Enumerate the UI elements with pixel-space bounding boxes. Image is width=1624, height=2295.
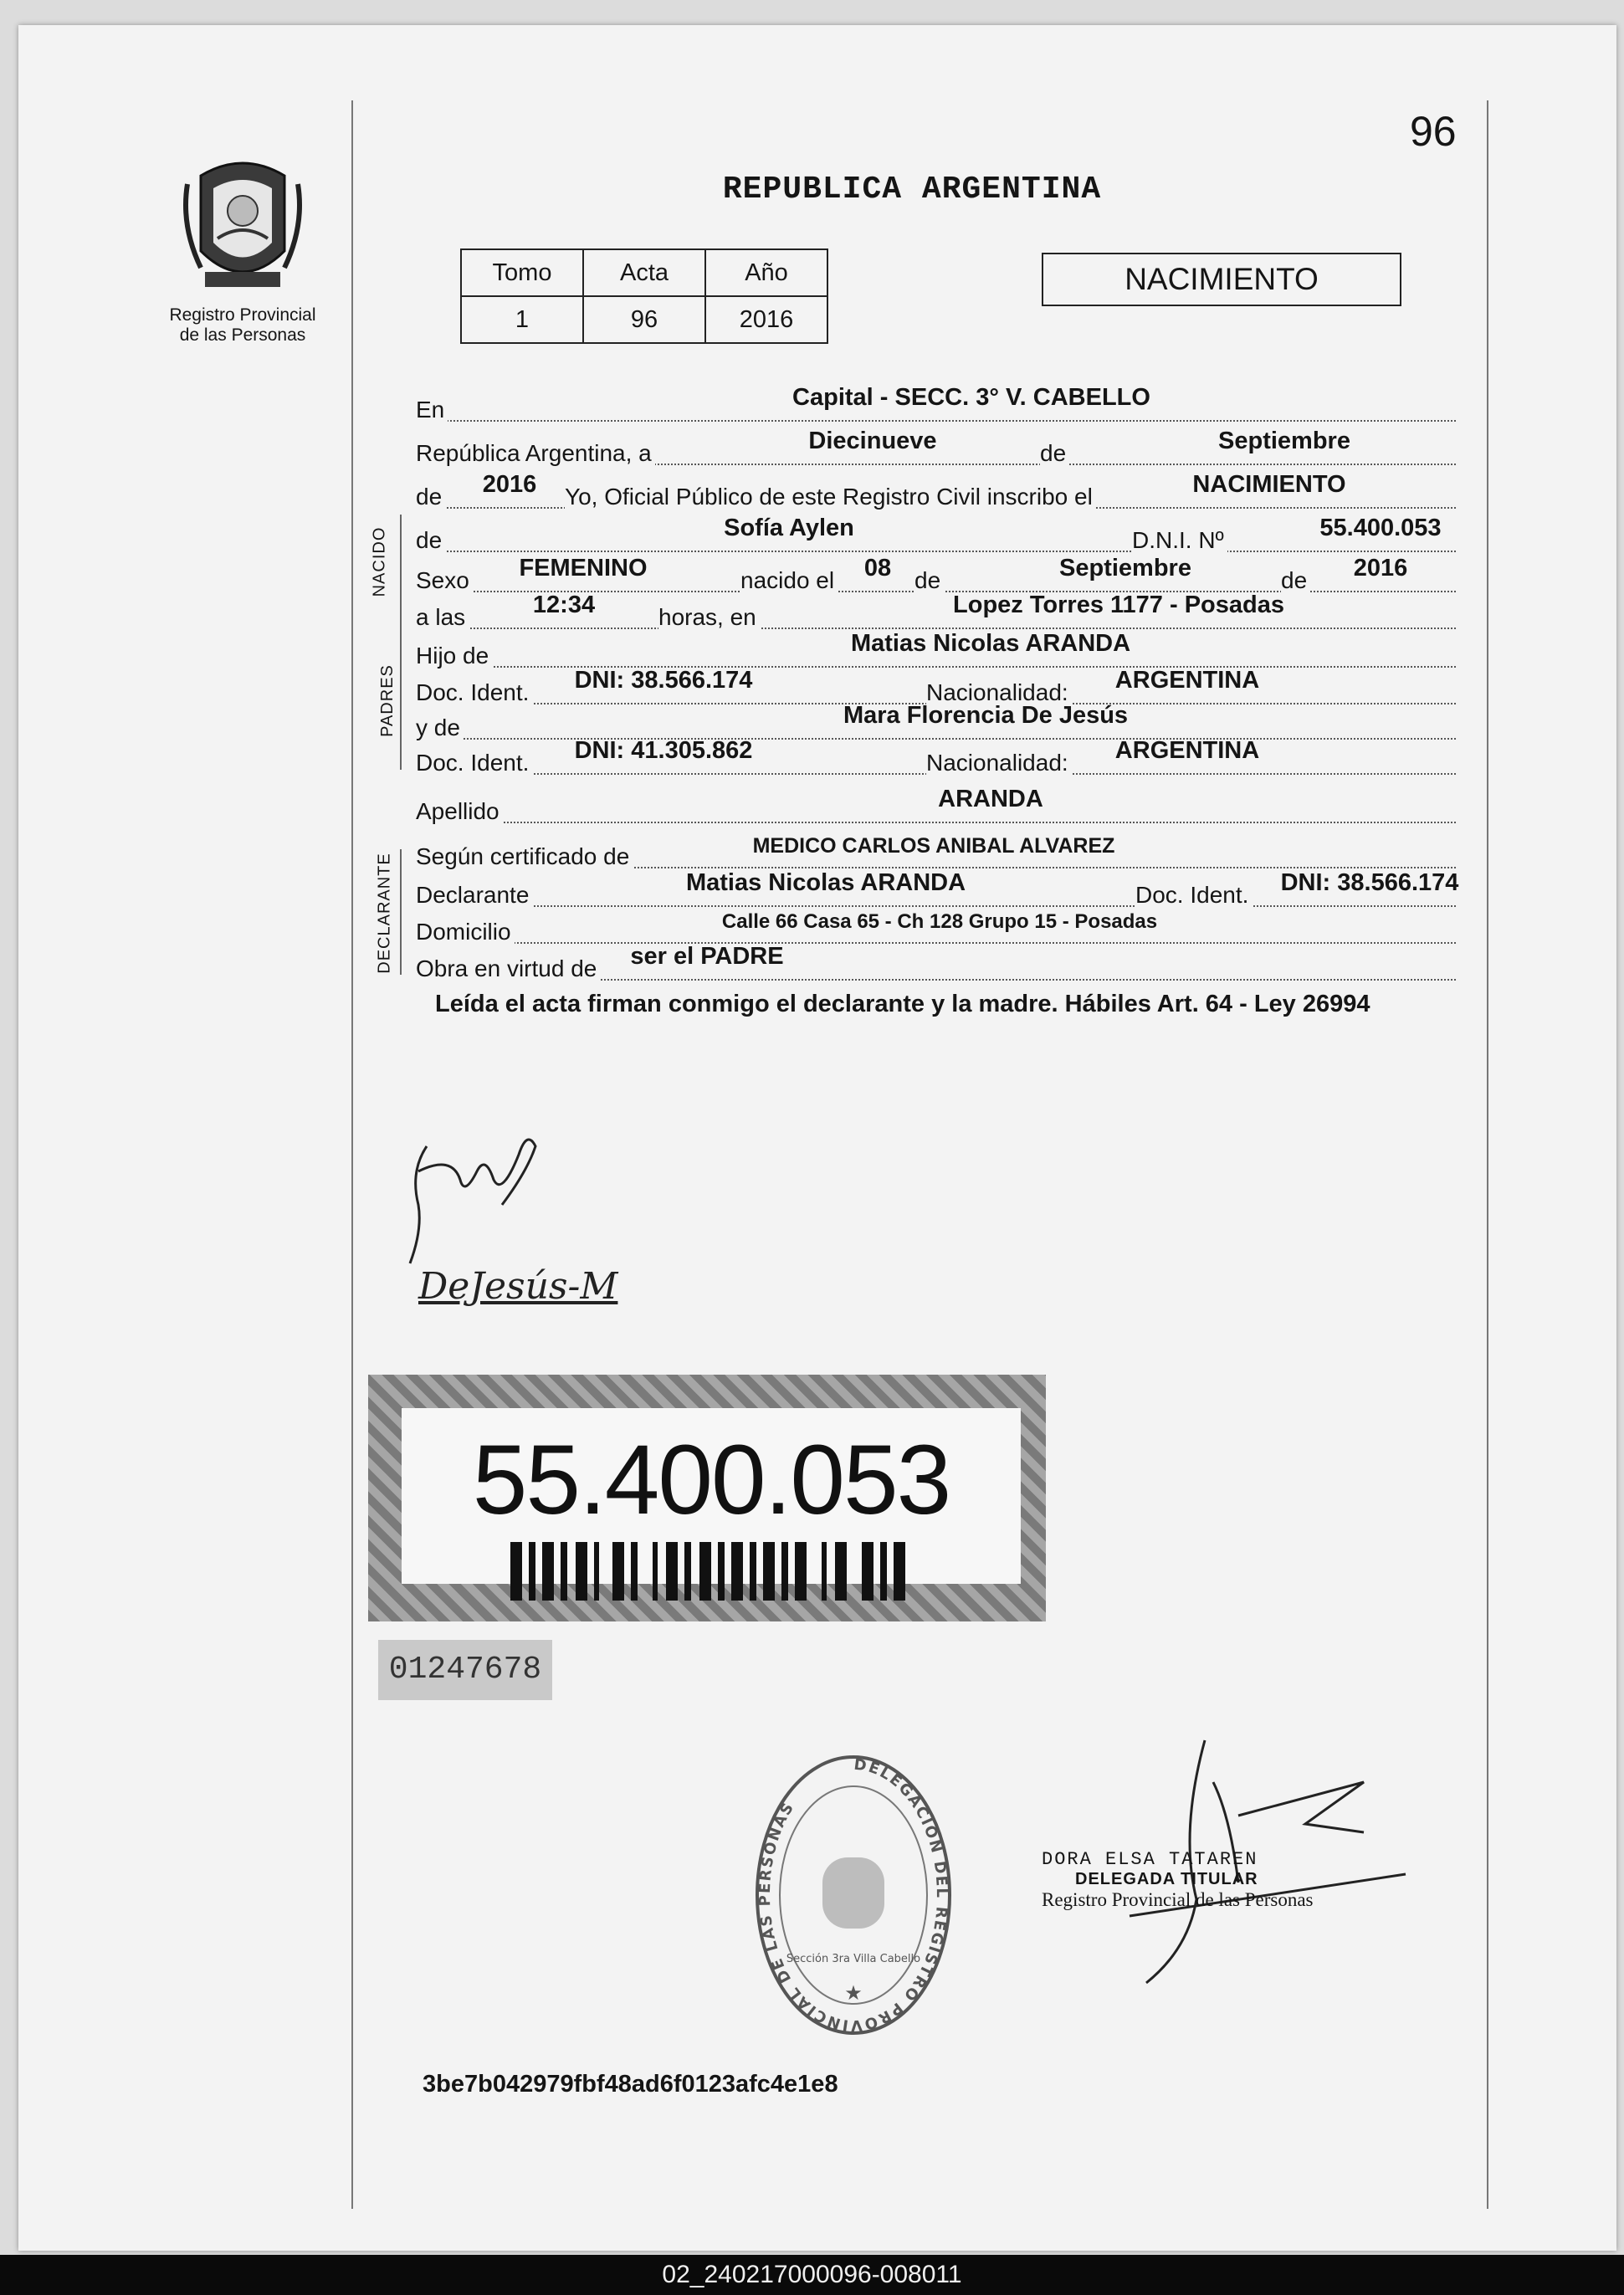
padre-value: Matias Nicolas ARANDA xyxy=(850,630,1131,657)
nacido-section-label: NACIDO xyxy=(370,526,389,597)
nac-dia-value: 08 xyxy=(863,555,892,581)
nac-mes-value: Septiembre xyxy=(1059,555,1191,581)
registry-seal-stamp xyxy=(749,1749,958,2041)
anio-prefix: de xyxy=(416,484,445,510)
record-type-box: NACIMIENTO xyxy=(1042,253,1401,306)
registry-logo xyxy=(167,151,318,346)
nac-anio-value: 2016 xyxy=(1353,555,1408,581)
page-number: 96 xyxy=(1410,108,1457,155)
declarant-signature xyxy=(393,1121,561,1272)
padre-nac-value: ARGENTINA xyxy=(1114,667,1260,694)
lugar-value: Lopez Torres 1177 - Posadas xyxy=(953,592,1284,618)
declarante-bracket xyxy=(400,849,402,975)
official-stamp xyxy=(1042,1849,1376,1911)
dia-value: Diecinueve xyxy=(808,428,937,454)
nombre-value: Sofía Aylen xyxy=(724,515,854,541)
scan-footer: 02_240217000096-008011 xyxy=(0,2255,1624,2295)
tipo-value: NACIMIENTO xyxy=(1192,471,1346,498)
province-coat-of-arms-icon xyxy=(176,151,310,301)
svg-text:★: ★ xyxy=(844,1982,863,2005)
dni-barcode-label xyxy=(368,1375,1046,1621)
mes-value: Septiembre xyxy=(1218,428,1350,454)
horas-label: horas, en xyxy=(658,604,760,631)
official-name: DORA ELSA TATAREN xyxy=(1042,1849,1258,1870)
row-apellido xyxy=(416,780,1456,823)
segun-value: MEDICO CARLOS ANIBAL ALVAREZ xyxy=(752,834,1115,858)
apellido-value: ARANDA xyxy=(938,786,1043,812)
mother-signature: DeJesús-M xyxy=(418,1265,618,1308)
madre-doc-value: DNI: 41.305.862 xyxy=(574,737,753,764)
svg-text:DELEGACION DEL REGISTRO PROVIN: DELEGACION DEL REGISTRO PROVINCIAL DE LAS PERSONAS xyxy=(756,1755,950,2035)
republica-label: República Argentina, a xyxy=(416,440,655,467)
padre-doc-value: DNI: 38.566.174 xyxy=(574,667,753,694)
barcode-icon xyxy=(510,1542,912,1601)
hijo-label: Hijo de xyxy=(416,643,492,669)
en-label: En xyxy=(416,397,448,423)
en-value: Capital - SECC. 3° V. CABELLO xyxy=(792,384,1150,411)
barcode-inner xyxy=(402,1408,1021,1584)
madre-doc-label: Doc. Ident. xyxy=(416,750,532,776)
seal-emblem-icon xyxy=(822,1857,884,1929)
logo-caption-line2: de las Personas xyxy=(179,325,306,345)
row-segun xyxy=(416,825,1456,868)
page-title: REPUBLICA ARGENTINA xyxy=(722,172,1102,207)
padres-bracket xyxy=(400,638,402,770)
nacido-bracket xyxy=(400,515,402,644)
row-nombre xyxy=(416,509,1456,552)
logo-caption-line1: Registro Provincial xyxy=(169,305,316,325)
acta-header: Acta xyxy=(583,249,705,296)
declarante-doc-value: DNI: 38.566.174 xyxy=(1280,869,1459,896)
madre-nac-value: ARGENTINA xyxy=(1114,737,1260,764)
oficial-text: Yo, Oficial Público de este Registro Civil inscribo el xyxy=(565,484,1096,510)
official-org: Registro Provincial de las Personas xyxy=(1042,1889,1314,1910)
barcode-number: 55.400.053 xyxy=(472,1425,950,1535)
left-margin-line xyxy=(351,100,353,2209)
padres-section-label: PADRES xyxy=(377,664,397,737)
document-hash: 3be7b042979fbf48ad6f0123afc4e1e8 xyxy=(423,2071,838,2098)
domicilio-value: Calle 66 Casa 65 - Ch 128 Grupo 15 - Posadas xyxy=(721,910,1158,933)
row-obra xyxy=(416,937,1456,981)
a-las-label: a las xyxy=(416,604,469,631)
row-oficial xyxy=(416,465,1456,509)
anio-value: 2016 xyxy=(705,296,827,343)
closing-text: Leída el acta firman conmigo el declarante y la madre. Hábiles Art. 64 - Ley 26994 xyxy=(435,991,1370,1017)
nombre-label: de xyxy=(416,527,445,554)
declarante-doc-label: Doc. Ident. xyxy=(1135,882,1252,909)
registry-table xyxy=(460,248,828,344)
declarante-section-label: DECLARANTE xyxy=(375,853,394,974)
segun-label: Según certificado de xyxy=(416,843,633,870)
madre-nac-label: Nacionalidad: xyxy=(926,750,1072,776)
row-hora xyxy=(416,586,1456,629)
sexo-label: Sexo xyxy=(416,567,473,594)
de3-label: de xyxy=(1281,567,1310,594)
official-role: DELEGADA TITULAR xyxy=(1075,1870,1258,1888)
declarante-label: Declarante xyxy=(416,882,532,909)
row-fecha xyxy=(416,422,1456,465)
padre-doc-label: Doc. Ident. xyxy=(416,679,532,706)
anio-value: 2016 xyxy=(482,471,537,498)
dni-label: D.N.I. Nº xyxy=(1132,527,1227,554)
declarante-value: Matias Nicolas ARANDA xyxy=(685,869,966,896)
domicilio-label: Domicilio xyxy=(416,919,515,945)
serial-number: 01247678 xyxy=(378,1640,552,1700)
obra-value: ser el PADRE xyxy=(630,943,784,970)
tomo-value: 1 xyxy=(461,296,583,343)
dni-value: 55.400.053 xyxy=(1319,515,1442,541)
right-margin-line xyxy=(1487,100,1488,2209)
sexo-value: FEMENINO xyxy=(519,555,648,581)
apellido-label: Apellido xyxy=(416,798,503,825)
hora-value: 12:34 xyxy=(532,592,596,618)
de2-label: de xyxy=(914,567,944,594)
obra-label: Obra en virtud de xyxy=(416,955,600,982)
tomo-header: Tomo xyxy=(461,249,583,296)
madre-value: Mara Florencia De Jesús xyxy=(843,702,1129,729)
y-de-label: y de xyxy=(416,715,464,741)
nacido-label: nacido el xyxy=(740,567,838,594)
acta-value: 96 xyxy=(583,296,705,343)
de-label: de xyxy=(1040,440,1069,467)
anio-header: Año xyxy=(705,249,827,296)
svg-text:Sección 3ra Villa Cabello: Sección 3ra Villa Cabello xyxy=(786,1953,921,1965)
row-en xyxy=(416,378,1456,422)
padre-nac-label: Nacionalidad: xyxy=(926,679,1072,706)
row-madre-doc xyxy=(416,731,1456,775)
